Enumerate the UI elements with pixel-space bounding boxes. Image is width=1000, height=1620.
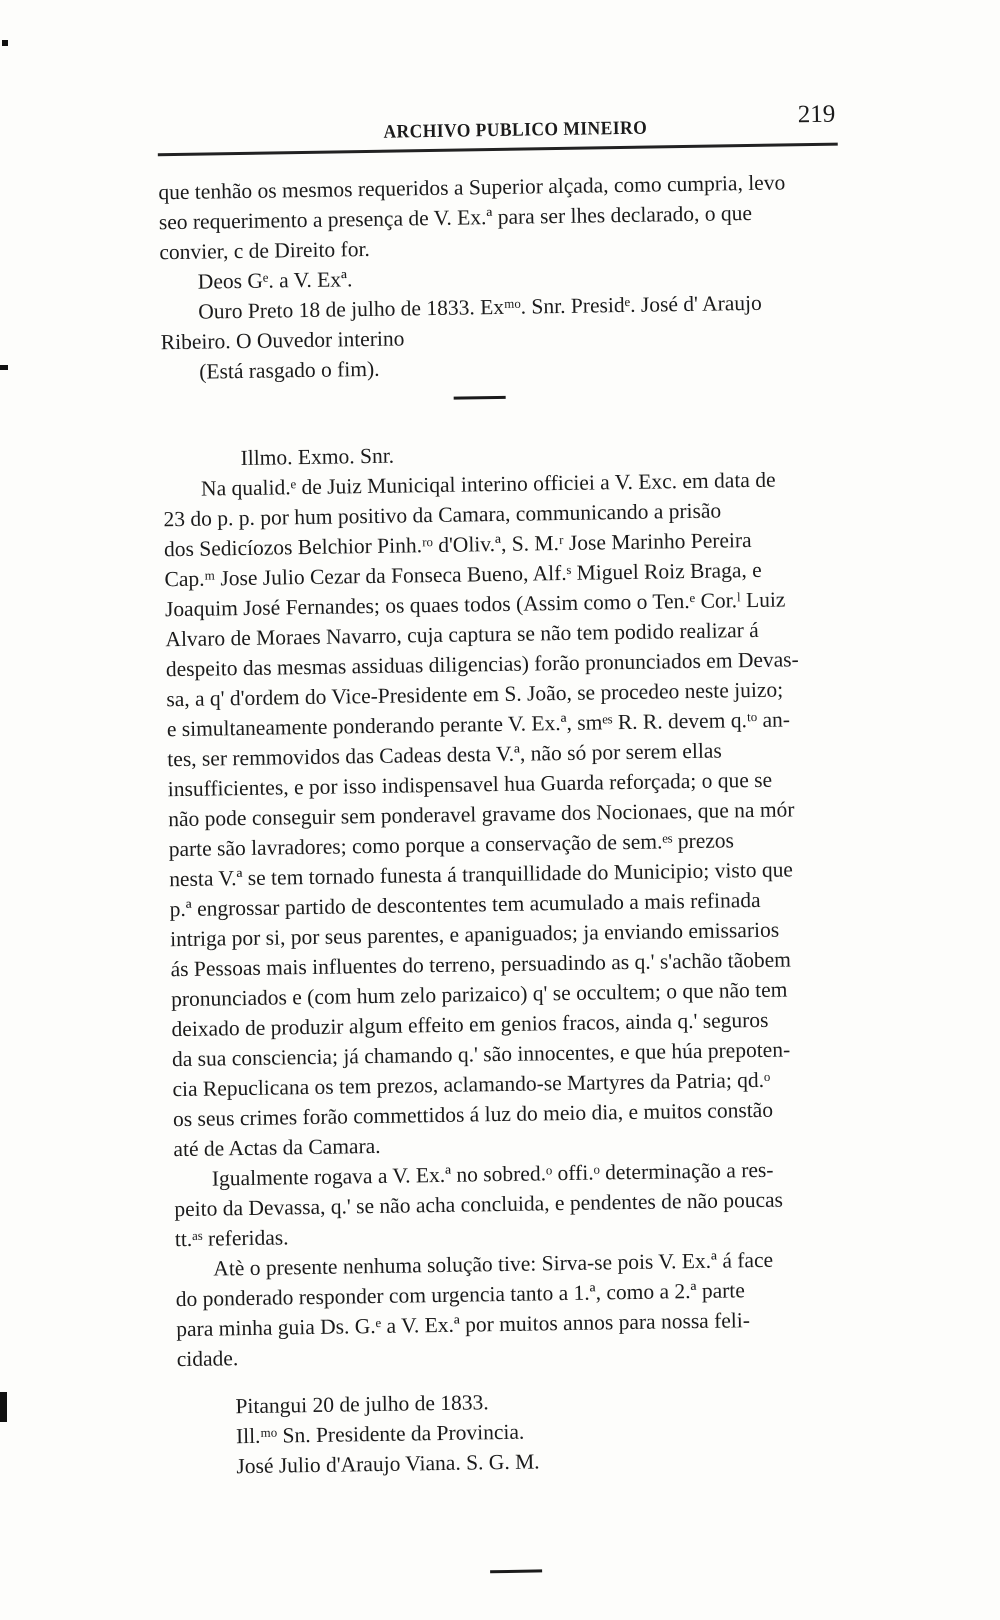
- text-line: sa, a q' d'ordem do Vice-Presidente em S. João, se procedeo neste juizo;: [166, 677, 784, 712]
- text-line: p.ª engrossar partido de descontentes tem acumulado a mais refinada: [169, 887, 761, 922]
- text-line: Deos Gᵉ. a V. Exª.: [197, 267, 353, 294]
- scan-mark: [2, 40, 8, 46]
- text-line: tes, ser remmovidos das Cadeas desta V.ª, não só por serem ellas: [167, 738, 722, 772]
- text-line: da sua consciencia; já chamando q.' são innocentes, e que húa prepoten-: [171, 1037, 791, 1072]
- text-line: não pode conseguir sem ponderavel gravame dos Nocionaes, que na mór: [168, 797, 795, 832]
- letter-1-signature: [160, 287, 836, 358]
- text-line: despeito das mesmas assiduas diligencias) forão pronunciados em Devas-: [165, 647, 799, 682]
- text-line: nesta V.ª se tem tornado funesta á tranquillidade do Municipio; visto que: [169, 857, 794, 892]
- text-line: que tenhão os mesmos requeridos a Superior alçada, como cumpria, levo: [158, 170, 786, 205]
- letter-2-paragraph-3: [175, 1244, 852, 1375]
- running-title: ARCHIVO PUBLICO MINEIRO: [383, 117, 648, 143]
- text-line: os seus crimes forão commettidos á luz do meio dia, e muitos constão: [172, 1097, 774, 1132]
- text-line: Alvaro de Moraes Navarro, cuja captura se não tem podido realizar á: [165, 617, 759, 652]
- scan-mark: [0, 365, 8, 370]
- letter-2-paragraph-1: [163, 464, 849, 1165]
- text-line: cia Repuclicana os tem prezos, aclamando-se Martyres da Patria; qd.ᵒ: [172, 1067, 771, 1102]
- text-line: seo requerimento a presença de V. Ex.ª para ser lhes declarado, o que: [158, 200, 753, 235]
- signature-line: Ill.ᵐᵒ Sn. Presidente da Provincia.: [235, 1419, 525, 1449]
- page-number: 219: [797, 100, 836, 129]
- signature-line: José Julio d'Araujo Viana. S. G. M.: [236, 1449, 540, 1479]
- text-line: convier, c de Direito for.: [159, 236, 371, 265]
- text-line: peito da Devassa, q.' se não acha concluida, e pendentes de não poucas: [174, 1187, 784, 1222]
- letter-1-body: [158, 167, 834, 268]
- footer-divider: [490, 1569, 542, 1573]
- text-line: Atè o presente nenhuma solução tive: Sirva-se pois V. Ex.ª á face: [213, 1247, 774, 1281]
- text-line: para minha guia Ds. G.ᵉ a V. Ex.ª por muitos annos para nossa feli-: [176, 1308, 751, 1342]
- text-line: Na qualid.ᵉ de Juiz Municiqal interino officiei a V. Exc. em data de: [200, 467, 776, 501]
- text-line: cidade.: [176, 1346, 239, 1372]
- text-line: Joaquim José Fernandes; os quaes todos (Assim como o Ten.ᵉ Cor.ˡ Luiz: [164, 587, 786, 622]
- text-line: do ponderado responder com urgencia tanto a 1.ª, como a 2.ª parte: [175, 1278, 745, 1312]
- page-body: [158, 167, 853, 1482]
- text-line: e simultaneamente ponderando perante V. Ex.ª, smᵉˢ R. R. devem q.ᵗᵒ an-: [166, 707, 791, 742]
- text-line: intriga por si, por seus parentes, e apaniguados; ja enviando emissarios: [169, 917, 780, 952]
- letter-2-signature: [177, 1382, 853, 1483]
- text-line: parte são lavradores; como porque a conservação de sem.ᵉˢ prezos: [168, 828, 735, 862]
- letter-2: [162, 434, 853, 1482]
- text-line: pronunciados e (com hum zelo parizaico) q' se occultem; o que não tem: [170, 977, 788, 1012]
- scan-mark: [0, 1392, 7, 1422]
- signature-line: Pitangui 20 de julho de 1833.: [235, 1390, 489, 1419]
- text-line: ás Pessoas mais influentes do terreno, persuadindo as q.' s'achão tãobem: [170, 947, 792, 982]
- text-line: Cap.ᵐ Jose Julio Cezar da Fonseca Bueno, Alf.ˢ Miguel Roiz Braga, e: [164, 557, 762, 592]
- text-line: dos Sedicíozos Belchior Pinh.ʳᵒ d'Oliv.ª, S. M.ʳ Jose Marinho Pereira: [163, 528, 752, 562]
- text-line: 23 do p. p. por hum positivo da Camara, communicando a prisão: [163, 498, 722, 532]
- header-rule: [158, 143, 838, 157]
- letter-1: [158, 167, 836, 388]
- salutation: Illmo. Exmo. Snr.: [240, 443, 395, 471]
- text-line: até de Actas da Camara.: [173, 1133, 381, 1162]
- text-line: (Está rasgado o fim).: [199, 356, 380, 384]
- text-line: insufficientes, e por isso indispensavel hua Guarda reforçada; o que se: [167, 767, 773, 802]
- letter-2-paragraph-2: [174, 1154, 850, 1255]
- text-line: deixado de produzir algum effeito em genios fracos, ainda q.' seguros: [171, 1007, 769, 1042]
- text-line: Ribeiro. O Ouvedor interino: [160, 326, 405, 355]
- text-line: tt.ᵃˢ referidas.: [174, 1225, 289, 1252]
- text-line: Ouro Preto 18 de julho de 1833. Exᵐᵒ. Snr. Presidᵉ. José d' Araujo: [198, 290, 762, 324]
- page-header: [157, 100, 838, 154]
- text-line: Igualmente rogava a V. Ex.ª no sobred.ᵒ offi.ᵒ determinação a res-: [211, 1157, 774, 1191]
